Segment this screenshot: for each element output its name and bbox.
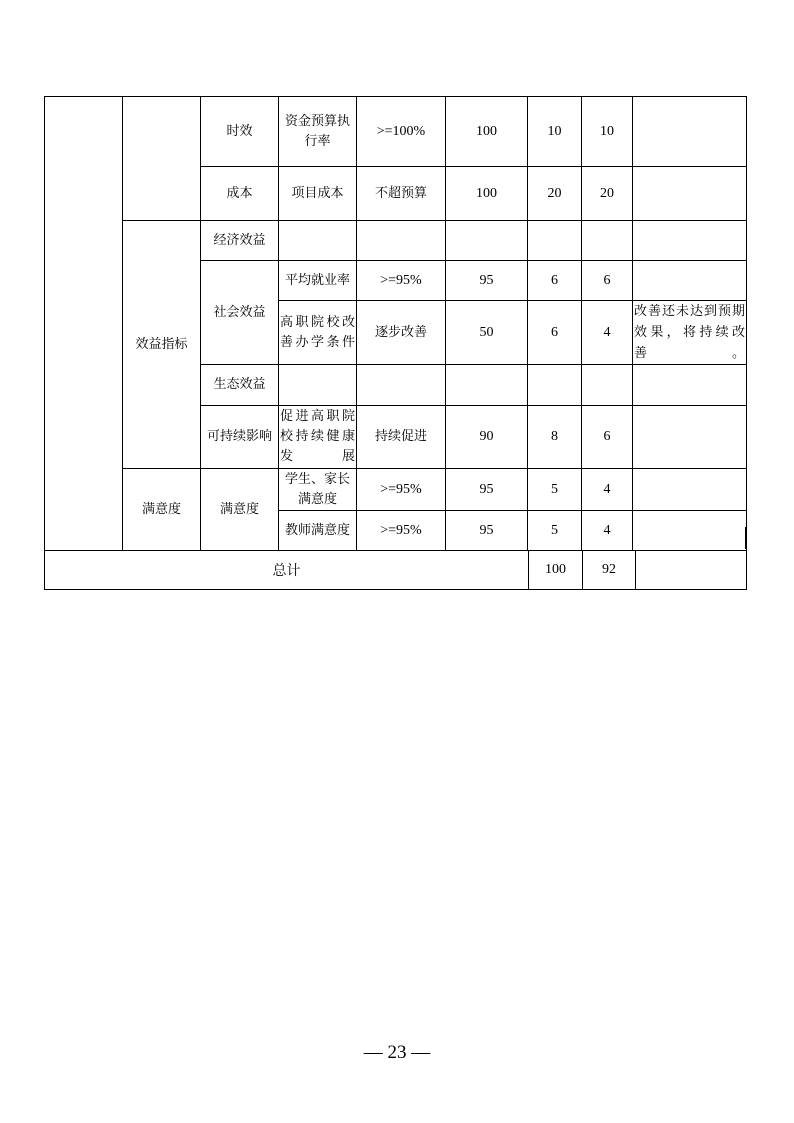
- target-cell: >=95%: [357, 511, 446, 551]
- target-cell: 持续促进: [357, 406, 446, 469]
- score-cell: 6: [582, 261, 633, 301]
- category-cell: 经济效益: [201, 221, 279, 261]
- target-cell: [357, 221, 446, 261]
- satisfaction-label: 满意度: [123, 469, 201, 551]
- table-row: [45, 221, 747, 261]
- weight-cell: 6: [528, 301, 582, 365]
- indicator-cell: 资金预算执行率: [279, 97, 357, 167]
- category-cell: 时效: [201, 97, 279, 167]
- indicator-cell: [279, 221, 357, 261]
- weight-cell: [528, 365, 582, 406]
- category-cell: 生态效益: [201, 365, 279, 406]
- score-cell: 20: [582, 167, 633, 221]
- target-cell: >=95%: [357, 261, 446, 301]
- score-cell: 4: [582, 301, 633, 365]
- full-score-cell: [446, 221, 528, 261]
- full-score-cell: 95: [446, 469, 528, 511]
- total-label: 总计: [45, 551, 529, 590]
- score-cell: [582, 221, 633, 261]
- note-cell: [633, 261, 747, 301]
- indicator-cell: [279, 365, 357, 406]
- score-cell: 4: [582, 469, 633, 511]
- total-score-cell: 92: [583, 551, 636, 590]
- category-cell: 可持续影响: [201, 406, 279, 469]
- target-cell: 逐步改善: [357, 301, 446, 365]
- weight-cell: 5: [528, 469, 582, 511]
- total-table: [44, 550, 747, 590]
- category-cell: 社会效益: [201, 261, 279, 365]
- indicator-cell: 高职院校改善办学条件: [279, 301, 357, 365]
- table-row: [45, 97, 747, 167]
- score-cell: 4: [582, 511, 633, 551]
- full-score-cell: 50: [446, 301, 528, 365]
- note-cell: [633, 365, 747, 406]
- note-cell: [633, 167, 747, 221]
- target-cell: >=100%: [357, 97, 446, 167]
- performance-table: [44, 96, 747, 551]
- category-cell: 满意度: [201, 469, 279, 551]
- target-cell: >=95%: [357, 469, 446, 511]
- total-row: [45, 551, 747, 590]
- note-cell: [633, 97, 747, 167]
- target-cell: 不超预算: [357, 167, 446, 221]
- full-score-cell: [446, 365, 528, 406]
- indicator-cell: 平均就业率: [279, 261, 357, 301]
- score-cell: 6: [582, 406, 633, 469]
- full-score-cell: 100: [446, 97, 528, 167]
- note-cell: [633, 406, 747, 469]
- note-cell: [633, 221, 747, 261]
- blank-first-column-cell: [45, 97, 123, 551]
- note-cell: 改善还未达到预期效果，将持续改善。: [633, 301, 747, 365]
- weight-cell: 10: [528, 97, 582, 167]
- note-cell: [633, 469, 747, 511]
- total-weight-cell: 100: [529, 551, 583, 590]
- benefit-indicator-label: 效益指标: [123, 221, 201, 469]
- weight-cell: 8: [528, 406, 582, 469]
- page-number: — 23 —: [363, 1042, 431, 1063]
- score-cell: 10: [582, 97, 633, 167]
- full-score-cell: 90: [446, 406, 528, 469]
- blank-spacer-row: [44, 527, 746, 549]
- blank-second-column-cell: [123, 97, 201, 221]
- weight-cell: [528, 221, 582, 261]
- full-score-cell: 95: [446, 261, 528, 301]
- table-row: [45, 469, 747, 511]
- full-score-cell: 100: [446, 167, 528, 221]
- category-cell: 成本: [201, 167, 279, 221]
- score-cell: [582, 365, 633, 406]
- indicator-cell: 学生、家长满意度: [279, 469, 357, 511]
- indicator-cell: 教师满意度: [279, 511, 357, 551]
- weight-cell: 5: [528, 511, 582, 551]
- target-cell: [357, 365, 446, 406]
- full-score-cell: 95: [446, 511, 528, 551]
- weight-cell: 20: [528, 167, 582, 221]
- indicator-cell: 促进高职院校持续健康发展: [279, 406, 357, 469]
- total-note-cell: [636, 551, 747, 590]
- indicator-cell: 项目成本: [279, 167, 357, 221]
- weight-cell: 6: [528, 261, 582, 301]
